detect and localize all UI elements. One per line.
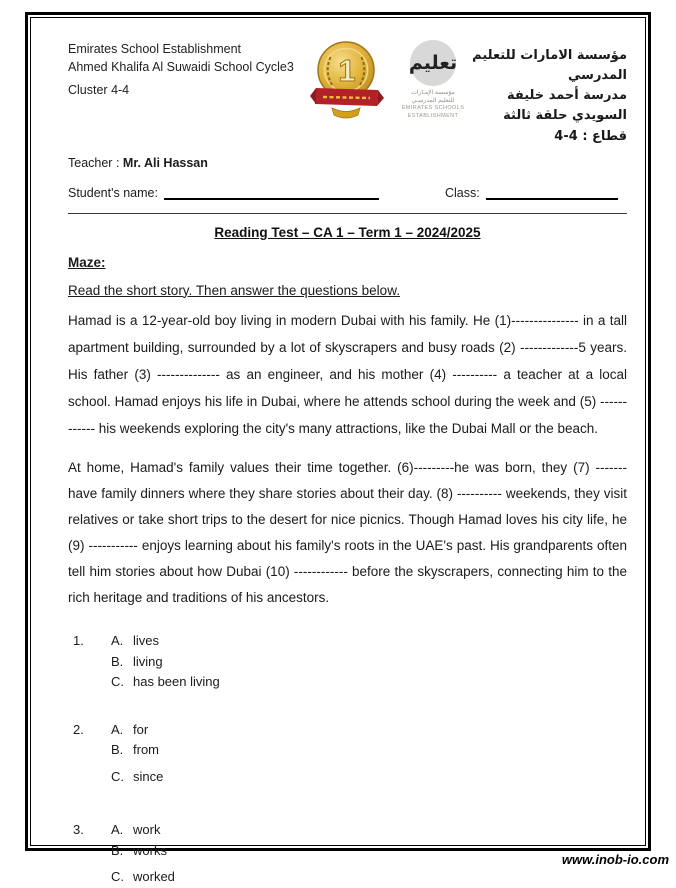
passage-paragraph-1: Hamad is a 12-year-old boy living in modern Dubai with his family. He (1)--------------- in a tall apartment building, surrounded by a lot of skyscrapers and busy roads (2) -------------5 years. His father (3) -------------- as an engineer, and his mother (4) ---------- a teacher at a local school. Hamad enjoys his life in Dubai, where he attends school during the week and (5) ------------ his weekends exploring the city's many attractions, like the Dubai Mall or the beach. xyxy=(68,312,627,436)
test-title: Reading Test – CA 1 – Term 1 – 2024/2025 xyxy=(214,224,481,240)
teacher-name: Mr. Ali Hassan xyxy=(122,155,208,170)
questions-section xyxy=(68,631,627,888)
question-3-option-a: A. work xyxy=(111,822,161,838)
question-2-number: 2. xyxy=(73,721,84,737)
teacher-label: Teacher : xyxy=(68,155,120,170)
award-medal-icon xyxy=(308,38,386,129)
question-2-option-c: C. since xyxy=(111,768,164,784)
logo-caption-en-2: ESTABLISHMENT xyxy=(407,112,459,119)
logo-caption-ar-1: مؤسسة الإمـارات xyxy=(411,90,455,96)
passage-paragraph-2: At home, Hamad's family values their time together. (6)---------he was born, they (7) -------have family dinners where they share stories about their day. (8) ---------- weekends, they visit relatives or take short trips to the desert for nice picnics. Though Hamad loves his city life, he (9) ----------- enjoys learning about his family's roots in the UAE's past. His grandparents often tell him stories about how Dubai (10) ------------ before the skyscrapers, connecting him to the rich heritage and traditions of his ancestors. xyxy=(68,460,627,606)
class-field[interactable] xyxy=(486,185,618,200)
student-name-label: Student's name: xyxy=(68,185,158,200)
watermark-url: www.inob-io.com xyxy=(561,852,669,867)
question-2-option-b: B. from xyxy=(111,742,159,758)
taleem-logo-arabic-title: تعليم xyxy=(408,52,458,74)
class-label: Class: xyxy=(444,185,480,200)
question-3-option-c: C. worked xyxy=(111,869,175,885)
question-1-option-b: B. living xyxy=(111,653,163,669)
header xyxy=(68,40,627,147)
maze-heading: Maze: xyxy=(68,254,106,270)
taleem-logo-caption xyxy=(400,89,466,120)
arabic-line-1: مؤسسة الامارات للتعليم المدرسي xyxy=(472,48,627,84)
header-divider xyxy=(68,213,627,214)
taleem-logo-circle xyxy=(410,40,456,86)
student-name-field[interactable] xyxy=(164,185,379,200)
teacher-line xyxy=(68,156,627,170)
question-2-option-a: A. for xyxy=(111,721,149,737)
arabic-sector-line xyxy=(466,127,627,147)
question-3 xyxy=(68,820,627,888)
school-line-2: Ahmed Khalifa Al Suwaidi School Cycle3 xyxy=(68,60,294,75)
question-1-option-c: C. has been living xyxy=(111,674,220,690)
medal-number-glyph: 1 xyxy=(338,53,356,88)
question-2 xyxy=(68,720,627,788)
taleem-logo xyxy=(400,40,466,120)
arabic-line-2: مدرسة أحمد خليفة السويدي حلقة ثالثة xyxy=(503,88,627,124)
school-line-3: Cluster 4-4 xyxy=(68,83,130,98)
sector-label: قطاع : xyxy=(582,128,627,144)
question-3-number: 3. xyxy=(73,822,84,838)
student-info-row xyxy=(68,185,627,200)
sector-value: 4-4 xyxy=(554,128,578,144)
arabic-school-info xyxy=(466,46,627,147)
question-1-number: 1. xyxy=(73,633,84,649)
question-3-option-b: B. works xyxy=(111,842,167,858)
question-1 xyxy=(68,631,627,693)
school-info xyxy=(68,40,306,99)
logo-caption-en-1: EMIRATES SCHOOLS xyxy=(401,105,465,112)
school-line-1: Emirates School Establishment xyxy=(68,42,241,56)
question-1-option-a: A. lives xyxy=(111,633,160,649)
logo-caption-ar-2: للتعليم المدرسـي xyxy=(411,98,455,105)
instruction-line: Read the short story. Then answer the questions below. xyxy=(68,282,400,298)
